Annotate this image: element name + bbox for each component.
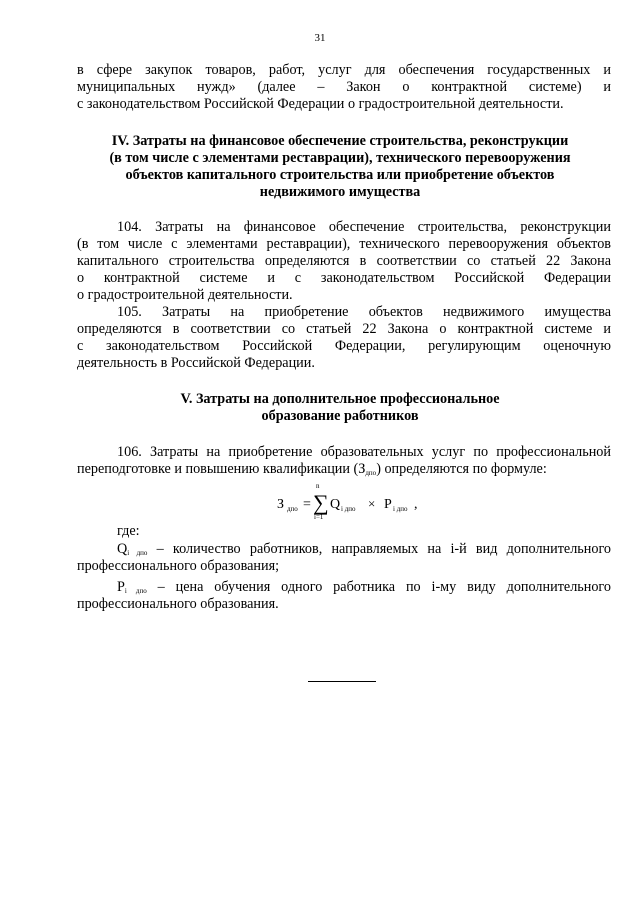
q-def-subscript: i дпо — [127, 549, 148, 557]
intro-paragraph — [77, 62, 611, 113]
section-5-heading — [60, 391, 620, 425]
p105-line-4: деятельность в Российской Федерации. — [77, 355, 315, 371]
formula-lhs: З — [277, 497, 285, 512]
p-def-subscript: i дпо — [124, 587, 147, 595]
end-divider — [308, 681, 376, 682]
formula-sigma: ∑ — [313, 490, 329, 515]
paragraph-104 — [77, 219, 611, 304]
section-5-heading-line-1: V. Затраты на дополнительное профессиональное — [180, 391, 500, 407]
formula-p: P — [384, 497, 392, 512]
p-def-line-2: профессионального образования. — [77, 596, 279, 612]
p104-line-3: капитального строительства определяются в соответствии со статьей 22 Закона — [77, 253, 611, 269]
p104-line-2: (в том числе с элементами реставрации), технического перевооружения объектов — [77, 236, 611, 252]
section-4-heading-line-1: IV. Затраты на финансовое обеспечение строительства, реконструкции — [111, 133, 569, 149]
formula-sum-upper: n — [316, 482, 320, 490]
formula-q-sub: i дпо — [341, 505, 356, 513]
formula-comma: , — [414, 497, 418, 512]
formula-p-sub: i дпо — [393, 505, 408, 513]
section-5-heading-line-2: образование работников — [261, 408, 419, 424]
p106-line-2 — [77, 461, 611, 478]
p105-line-2: определяются в соответствии со статьей 22 Закона о контрактной системе и — [77, 321, 611, 337]
definitions — [77, 523, 611, 540]
formula-q: Q — [330, 497, 341, 512]
q-def-symbol: Q — [117, 541, 128, 557]
q-def-text-1: – количество работников, направляемых на i-й вид дополнительного — [156, 541, 612, 557]
p104-line-4: о контрактной системе и с законодательством Российской Федерации — [77, 270, 611, 286]
section-4-heading — [60, 133, 620, 201]
p106-line-1: 106. Затраты на приобретение образовательных услуг по профессиональной — [117, 444, 611, 460]
p106-line-2-text-b: ) определяются по формуле: — [376, 461, 547, 477]
formula-lhs-sub: дпо — [287, 505, 298, 513]
intro-line-2: муниципальных нужд» (далее – Закон о контрактной системе) и — [77, 79, 611, 95]
q-def-line-1 — [77, 541, 611, 558]
p106-line-2-text-a: переподготовке и повышению квалификации ( — [77, 461, 359, 477]
paragraph-105 — [77, 304, 611, 372]
p106-line-2-subscript: дпо — [365, 469, 377, 477]
formula-sum-lower: i=1 — [314, 513, 324, 521]
p104-line-1: 104. Затраты на финансовое обеспечение строительства, реконструкции — [117, 219, 611, 235]
cost-formula — [250, 482, 450, 522]
p105-line-1: 105. Затраты на приобретение объектов недвижимого имущества — [117, 304, 611, 320]
p105-line-3: с законодательством Российской Федерации, регулирующим оценочную — [77, 338, 611, 354]
intro-line-1: в сфере закупок товаров, работ, услуг для обеспечения государственных и — [77, 62, 611, 78]
definition-p — [77, 579, 611, 613]
paragraph-106 — [77, 444, 611, 478]
where-label: где: — [117, 523, 140, 539]
page-number: 31 — [314, 32, 326, 44]
formula-times: × — [368, 496, 376, 511]
section-4-heading-line-2: (в том числе с элементами реставрации), технического перевооружения — [109, 150, 571, 166]
intro-line-3: с законодательством Российской Федерации о градостроительной деятельности. — [77, 96, 564, 112]
section-4-heading-line-3: объектов капитального строительства или приобретение объектов — [125, 167, 555, 183]
definition-q — [77, 541, 611, 575]
p104-line-5: о градостроительной деятельности. — [77, 287, 293, 303]
p-def-line-1 — [77, 579, 611, 596]
p106-line-2-symbol: З — [358, 461, 366, 477]
p-def-text-1: – цена обучения одного работника по i-му виду дополнительного — [157, 579, 611, 595]
formula-equals: = — [303, 497, 311, 512]
p-def-symbol: P — [117, 579, 125, 595]
section-4-heading-line-4: недвижимого имущества — [259, 184, 421, 200]
q-def-line-2: профессионального образования; — [77, 558, 280, 574]
